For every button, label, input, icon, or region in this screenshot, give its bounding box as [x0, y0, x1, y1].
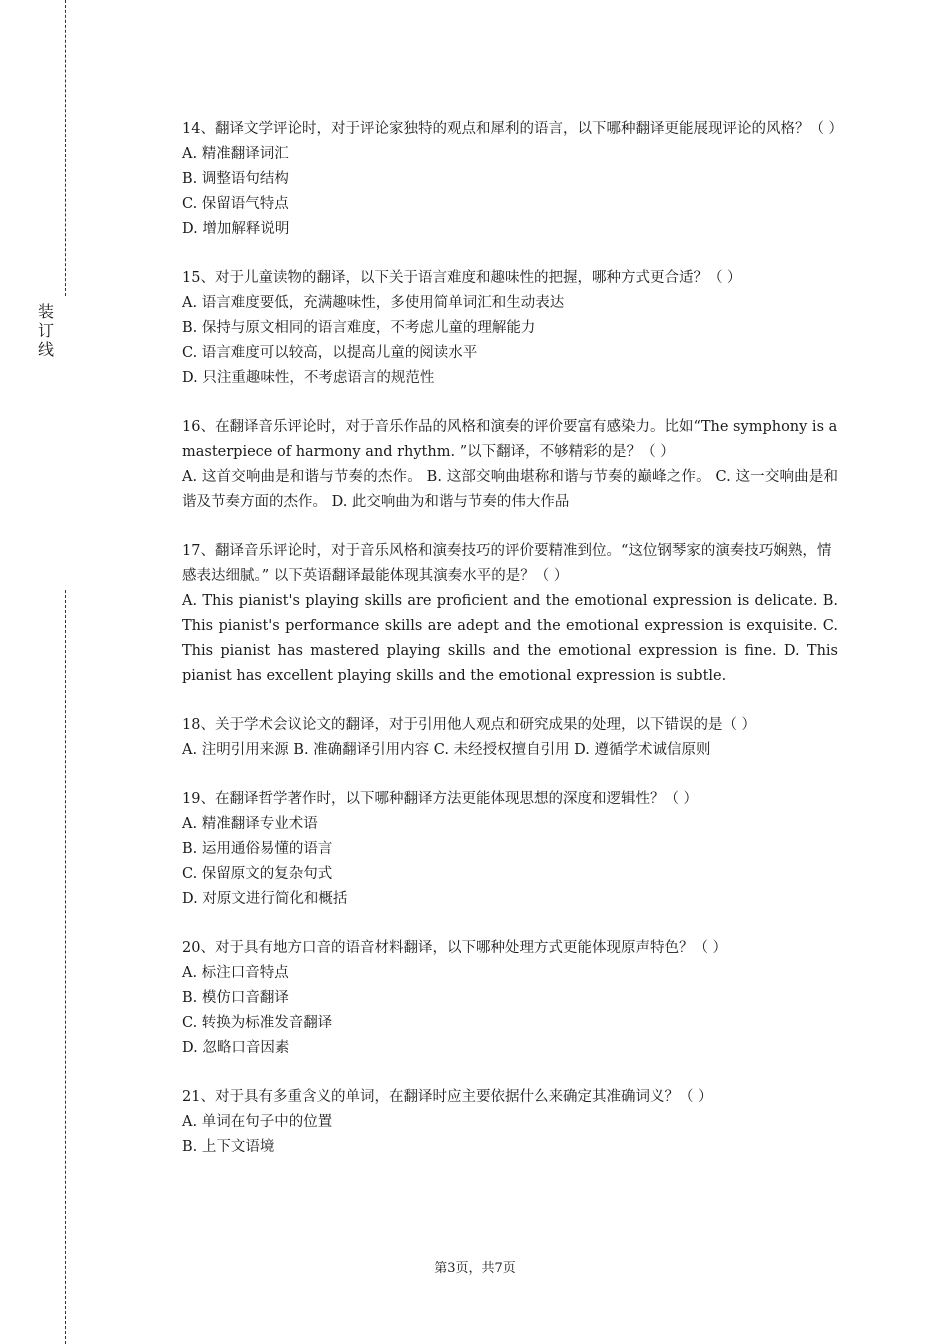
option-c: C. 转换为标准发音翻译 — [182, 1015, 333, 1031]
page-number: 第3页，共7页 — [434, 1261, 516, 1276]
question-text: 15、对于儿童读物的翻译，以下关于语言难度和趣味性的把握，哪种方式更合适？（ ） — [182, 270, 742, 286]
question-list — [182, 117, 844, 1184]
option-a: A. 标注口音特点 — [182, 965, 289, 981]
option-b: B. 模仿口音翻译 — [182, 990, 289, 1006]
option-c: C. 保留原文的复杂句式 — [182, 866, 333, 882]
question-15 — [182, 266, 838, 391]
option-d: D. 增加解释说明 — [182, 221, 290, 237]
question-20 — [182, 936, 838, 1061]
options-paragraph: A. 注明引用来源 B. 准确翻译引用内容 C. 未经授权擅自引用 D. 遵循学术诚信原则 — [182, 742, 711, 758]
question-16 — [182, 415, 838, 515]
binding-line-bottom — [65, 590, 66, 1344]
question-text: 14、翻译文学评论时，对于评论家独特的观点和犀利的语言，以下哪种翻译更能展现评论的风格？（ ） — [182, 121, 844, 137]
question-14 — [182, 117, 844, 242]
options-paragraph: A. This pianist's playing skills are proficient and the emotional expression is delicate. B. This pianist's performance skills are adept and the emotional expression is exquisite. C. This pianist has mastered playing skills and the emotional expression is fine. D. This pianist has excellent playing skills and the emotional expression is subtle. — [182, 593, 838, 684]
binding-label: 装订线 — [37, 302, 54, 359]
option-b: B. 调整语句结构 — [182, 171, 289, 187]
question-19 — [182, 787, 838, 912]
options-paragraph: A. 这首交响曲是和谐与节奏的杰作。 B. 这部交响曲堪称和谐与节奏的巅峰之作。 C. 这一交响曲是和谐及节奏方面的杰作。 D. 此交响曲为和谐与节奏的伟大作品 — [182, 469, 838, 510]
question-text: 18、关于学术会议论文的翻译，对于引用他人观点和研究成果的处理，以下错误的是（ ） — [182, 717, 757, 733]
option-b: B. 保持与原文相同的语言难度，不考虑儿童的理解能力 — [182, 320, 536, 336]
option-c: C. 保留语气特点 — [182, 196, 289, 212]
question-text: 17、翻译音乐评论时，对于音乐风格和演奏技巧的评价要精准到位。“这位钢琴家的演奏技巧娴熟，情感表达细腻。” 以下英语翻译最能体现其演奏水平的是？（ ） — [182, 543, 832, 584]
option-d: D. 忽略口音因素 — [182, 1040, 290, 1056]
question-17 — [182, 539, 838, 689]
option-a: A. 单词在句子中的位置 — [182, 1114, 333, 1130]
option-a: A. 精准翻译词汇 — [182, 146, 289, 162]
option-c: C. 语言难度可以较高，以提高儿童的阅读水平 — [182, 345, 478, 361]
option-a: A. 精准翻译专业术语 — [182, 816, 318, 832]
question-21 — [182, 1085, 838, 1160]
option-d: D. 只注重趣味性，不考虑语言的规范性 — [182, 370, 435, 386]
question-text: 16、在翻译音乐评论时，对于音乐作品的风格和演奏的评价要富有感染力。比如“The symphony is a masterpiece of harmony and rhythm. ”以下翻译，不够精彩的是？（ ） — [182, 419, 838, 460]
question-text: 20、对于具有地方口音的语音材料翻译，以下哪种处理方式更能体现原声特色？（ ） — [182, 940, 728, 956]
option-d: D. 对原文进行简化和概括 — [182, 891, 348, 907]
binding-line-top — [65, 0, 66, 296]
option-b: B. 运用通俗易懂的语言 — [182, 841, 333, 857]
question-text: 21、对于具有多重含义的单词，在翻译时应主要依据什么来确定其准确词义？（ ） — [182, 1089, 713, 1105]
question-text: 19、在翻译哲学著作时，以下哪种翻译方法更能体现思想的深度和逻辑性？（ ） — [182, 791, 699, 807]
option-a: A. 语言难度要低，充满趣味性，多使用简单词汇和生动表达 — [182, 295, 565, 311]
question-18 — [182, 713, 838, 763]
option-b: B. 上下文语境 — [182, 1139, 275, 1155]
